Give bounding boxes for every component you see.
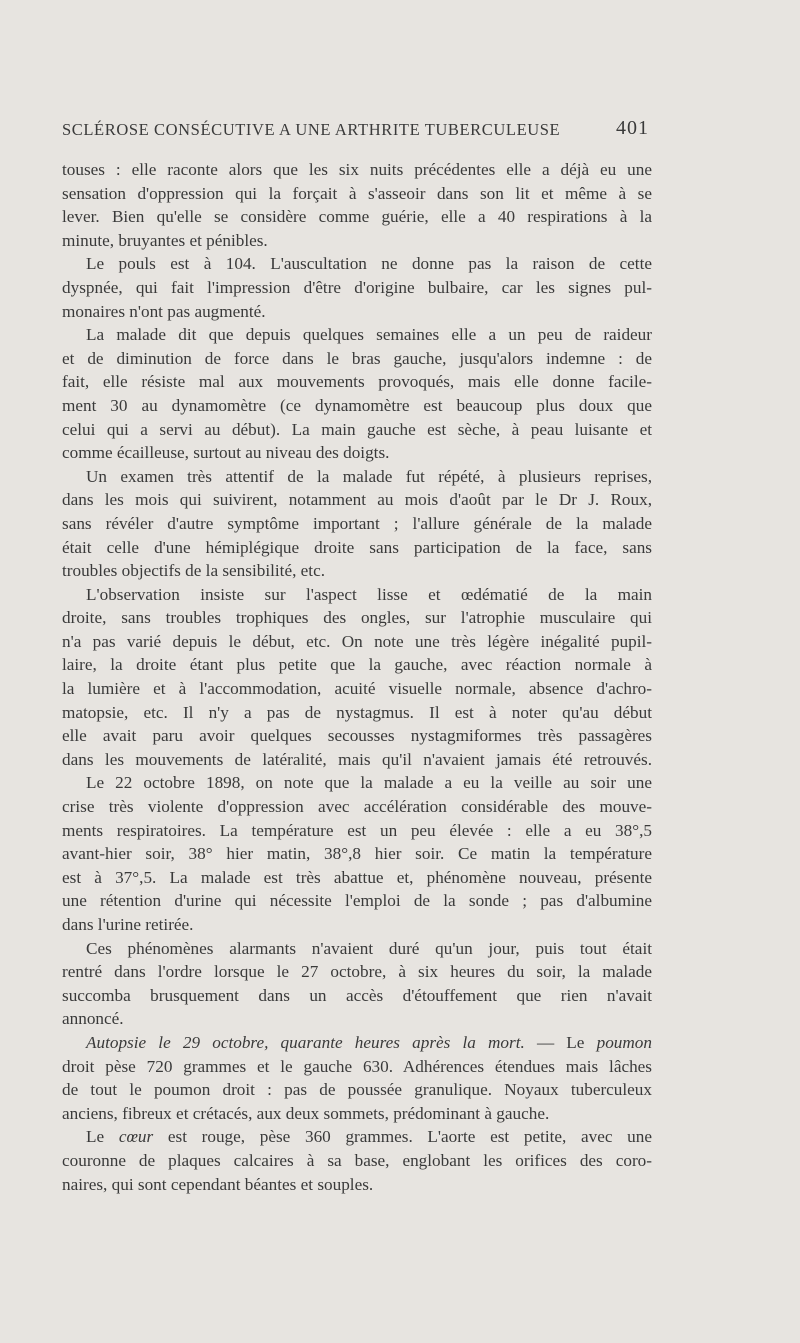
text-line xyxy=(62,158,652,182)
text-span: la lumière et à l'accommodation, acuité visuelle normale, absence d'achro- xyxy=(62,679,652,699)
text-line xyxy=(62,1007,652,1031)
text-line xyxy=(62,1055,652,1079)
text-span: rentré dans l'ordre lorsque le 27 octobre, à six heures du soir, la malade xyxy=(62,962,652,982)
text-line xyxy=(62,182,652,206)
text-line xyxy=(62,536,652,560)
text-span: minute, bruyantes et pénibles. xyxy=(62,230,268,250)
text-line xyxy=(62,229,652,253)
text-line xyxy=(62,512,652,536)
italic-text: Autopsie le 29 octobre, quarante heures après la mort. xyxy=(86,1032,525,1052)
italic-text: cœur xyxy=(118,1127,154,1147)
body-text xyxy=(62,158,652,1196)
text-line xyxy=(62,465,652,489)
page-number: 401 xyxy=(616,117,649,139)
text-span: Le xyxy=(86,1127,119,1147)
text-line xyxy=(62,653,652,677)
italic-text: poumon xyxy=(596,1032,652,1052)
text-span: monaires n'ont pas augmenté. xyxy=(62,301,266,321)
text-line xyxy=(62,323,652,347)
text-span: sans révéler d'autre symptôme important ; l'allure générale de la malade xyxy=(62,513,652,533)
text-span: comme écailleuse, surtout au niveau des doigts. xyxy=(62,443,390,463)
text-span: droit pèse 720 grammes et le gauche 630. Adhérences étendues mais lâches xyxy=(62,1056,652,1076)
text-span: dans les mouvements de latéralité, mais qu'il n'avaient jamais été retrouvés. xyxy=(62,749,652,769)
text-line xyxy=(62,1173,652,1197)
text-span: dans les mois qui suivirent, notamment au mois d'août par le Dr J. Roux, xyxy=(62,490,652,510)
text-line xyxy=(62,205,652,229)
text-span: n'a pas varié depuis le début, etc. On note une très légère inégalité pupil- xyxy=(62,631,652,651)
text-line xyxy=(62,488,652,512)
text-line xyxy=(62,1102,652,1126)
text-line xyxy=(62,1149,652,1173)
text-span: lever. Bien qu'elle se considère comme guérie, elle a 40 respirations à la xyxy=(62,207,652,227)
text-span: dyspnée, qui fait l'impression d'être d'origine bulbaire, car les signes pul- xyxy=(62,277,652,297)
text-span: touses : elle raconte alors que les six nuits précédentes elle a déjà eu une xyxy=(62,160,652,179)
text-line xyxy=(62,724,652,748)
text-line xyxy=(62,300,652,324)
text-span: anciens, fibreux et crétacés, aux deux sommets, prédominant à gauche. xyxy=(62,1103,550,1123)
text-span: est à 37°,5. La malade est très abattue et, phénomène nouveau, présente xyxy=(62,867,652,887)
text-line xyxy=(62,559,652,583)
running-title: SCLÉROSE CONSÉCUTIVE A UNE ARTHRITE TUBERCULEUSE xyxy=(62,120,561,139)
text-span: matopsie, etc. Il n'y a pas de nystagmus. Il est à noter qu'au début xyxy=(62,702,652,722)
text-line xyxy=(62,1031,652,1055)
text-span: crise très violente d'oppression avec accélération considérable des mouve- xyxy=(62,797,652,817)
text-span: fait, elle résiste mal aux mouvements provoqués, mais elle donne facile- xyxy=(62,372,652,392)
text-span: Le 22 octobre 1898, on note que la malade a eu la veille au soir une xyxy=(86,773,652,793)
text-line xyxy=(62,347,652,371)
text-span: une rétention d'urine qui nécessite l'emploi de la sonde ; pas d'albumine xyxy=(62,891,652,911)
text-span: dans l'urine retirée. xyxy=(62,915,194,934)
text-line xyxy=(62,1078,652,1102)
text-line xyxy=(62,984,652,1008)
text-line xyxy=(62,937,652,961)
text-line xyxy=(62,606,652,630)
text-line xyxy=(62,866,652,890)
text-span: annoncé. xyxy=(62,1009,124,1029)
text-span: L'observation insiste sur l'aspect lisse et œdématié de la main xyxy=(86,584,652,604)
text-line xyxy=(62,276,652,300)
text-line xyxy=(62,795,652,819)
text-line xyxy=(62,394,652,418)
text-line xyxy=(62,842,652,866)
text-span: droite, sans troubles trophiques des ongles, sur l'atrophie musculaire qui xyxy=(62,608,652,628)
text-line xyxy=(62,252,652,276)
text-span: de tout le poumon droit : pas de poussée granulique. Noyaux tuberculeux xyxy=(62,1080,652,1100)
text-span: est rouge, pèse 360 grammes. L'aorte est petite, avec une xyxy=(153,1127,652,1147)
text-span: laire, la droite étant plus petite que la gauche, avec réaction normale à xyxy=(62,655,652,675)
text-span: Ces phénomènes alarmants n'avaient duré qu'un jour, puis tout était xyxy=(86,938,652,958)
text-line xyxy=(62,701,652,725)
text-line xyxy=(62,913,652,937)
text-line xyxy=(62,771,652,795)
text-line xyxy=(62,677,652,701)
text-line xyxy=(62,748,652,772)
text-span: sensation d'oppression qui la forçait à s'asseoir dans son lit et même à se xyxy=(62,183,652,203)
text-span: était celle d'une hémiplégique droite sans participation de la face, sans xyxy=(62,537,652,557)
text-span: celui qui a servi au début). La main gauche est sèche, à peau luisante et xyxy=(62,419,652,439)
text-span: et de diminution de force dans le bras gauche, jusqu'alors indemne : de xyxy=(62,348,652,368)
text-line xyxy=(62,418,652,442)
text-span: naires, qui sont cependant béantes et souples. xyxy=(62,1174,374,1194)
text-span: couronne de plaques calcaires à sa base, englobant les orifices des coro- xyxy=(62,1150,652,1170)
text-span: Un examen très attentif de la malade fut répété, à plusieurs reprises, xyxy=(86,466,652,486)
text-span: succomba brusquement dans un accès d'étouffement que rien n'avait xyxy=(62,985,652,1005)
text-span: troubles objectifs de la sensibilité, etc. xyxy=(62,561,325,581)
text-span: Le pouls est à 104. L'auscultation ne donne pas la raison de cette xyxy=(86,254,652,274)
text-span: ments respiratoires. La température est un peu élevée : elle a eu 38°,5 xyxy=(62,820,652,840)
text-span: ment 30 au dynamomètre (ce dynamomètre est beaucoup plus doux que xyxy=(62,395,652,415)
text-span: — Le xyxy=(524,1032,597,1052)
text-line xyxy=(62,370,652,394)
text-line xyxy=(62,630,652,654)
text-span: elle avait paru avoir quelques secousses nystagmiformes très passagères xyxy=(62,726,652,746)
text-line xyxy=(62,1125,652,1149)
text-line xyxy=(62,889,652,913)
text-line xyxy=(62,960,652,984)
text-line xyxy=(62,819,652,843)
text-line xyxy=(62,441,652,465)
text-span: La malade dit que depuis quelques semaines elle a un peu de raideur xyxy=(86,325,652,345)
text-span: avant-hier soir, 38° hier matin, 38°,8 hier soir. Ce matin la température xyxy=(62,844,652,864)
text-line xyxy=(62,583,652,607)
